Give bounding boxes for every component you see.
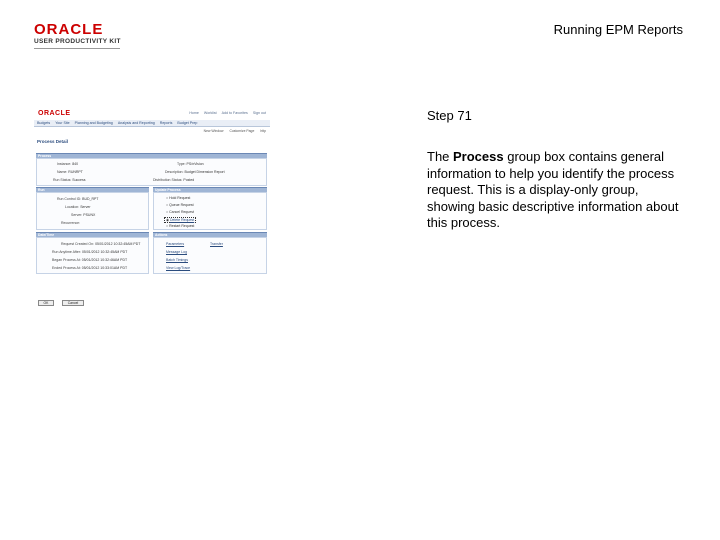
message-log-link[interactable]: Message Log bbox=[166, 250, 188, 254]
nav-item[interactable]: Budget Prep bbox=[177, 121, 198, 125]
process-detail-screenshot bbox=[34, 107, 270, 312]
option-delete-request[interactable]: ◉ Delete Request bbox=[166, 218, 195, 222]
logo-subtitle: USER PRODUCTIVITY KIT bbox=[34, 38, 121, 45]
date-time-header: Date/Time bbox=[36, 232, 149, 237]
process-row: Type: PS/nVision bbox=[177, 162, 204, 166]
update-process-box bbox=[153, 192, 267, 230]
run-row: Run Control ID: BUD_RPT bbox=[57, 197, 99, 201]
cancel-button[interactable]: Cancel bbox=[62, 300, 84, 306]
page-title: Process Detail bbox=[37, 139, 69, 144]
link-home[interactable]: Home bbox=[189, 111, 199, 115]
highlighted-term: Process bbox=[453, 149, 504, 164]
link-add-favorites[interactable]: Add to Favorites bbox=[221, 111, 248, 115]
parameters-link[interactable]: Parameters bbox=[166, 242, 185, 246]
screenshot-toolbar bbox=[204, 129, 266, 133]
logo-divider bbox=[34, 48, 120, 49]
process-row: Distribution Status: Posted bbox=[153, 178, 195, 182]
batch-timings-link[interactable]: Batch Timings bbox=[166, 258, 188, 262]
date-time-row: Began Process At: 05/01/2012 10:32:46AM PDT bbox=[52, 258, 128, 262]
nav-item[interactable]: Analysis and Reporting bbox=[117, 121, 155, 125]
customize-page-link[interactable]: Customize Page bbox=[229, 129, 255, 133]
run-row: Recurrence: bbox=[61, 221, 81, 225]
process-group-box bbox=[36, 158, 267, 186]
nav-item[interactable]: Budgets bbox=[37, 121, 51, 125]
step-number: Step 71 bbox=[427, 108, 472, 123]
update-process-header: Update Process bbox=[153, 187, 267, 192]
actions-header: Actions bbox=[153, 232, 267, 237]
option-restart-request[interactable]: ○ Restart Request bbox=[166, 224, 195, 228]
step-description: The Process group box contains general information to help you identify the process request. This is a display-only group, showing basic descriptive information about this process. bbox=[427, 149, 679, 230]
ok-button[interactable]: OK bbox=[38, 300, 54, 306]
process-group-header: Process bbox=[36, 153, 267, 158]
logo-wordmark: ORACLE bbox=[34, 21, 104, 38]
actions-box bbox=[153, 237, 267, 274]
process-row: Run Status: Success bbox=[53, 178, 86, 182]
new-window-link[interactable]: New Window bbox=[203, 129, 224, 133]
nav-item[interactable]: Reports bbox=[159, 121, 173, 125]
date-time-row: Request Created On: 05/01/2012 10:32:45AM PDT bbox=[61, 242, 141, 246]
option-hold-request[interactable]: ○ Hold Request bbox=[166, 196, 191, 200]
screenshot-top-links bbox=[189, 111, 266, 115]
http-link[interactable]: http bbox=[260, 129, 266, 133]
option-queue-request[interactable]: ○ Queue Request bbox=[166, 203, 194, 207]
date-time-box bbox=[36, 237, 149, 274]
nav-item[interactable]: Your Site bbox=[55, 121, 70, 125]
run-group-header: Run bbox=[36, 187, 149, 192]
screenshot-brand: ORACLE bbox=[38, 110, 71, 117]
run-row: Location: Server bbox=[65, 205, 91, 209]
view-log-trace-link[interactable]: View Log/Trace bbox=[166, 266, 191, 270]
document-title: Running EPM Reports bbox=[553, 22, 683, 37]
screenshot-nav-bar bbox=[34, 120, 270, 127]
date-time-row: Run Anytime After: 05/01/2012 10:32:45AM PDT bbox=[52, 250, 128, 254]
transfer-link[interactable]: Transfer bbox=[210, 242, 223, 246]
link-worklist[interactable]: Worklist bbox=[203, 111, 217, 115]
link-sign-out[interactable]: Sign out bbox=[252, 111, 266, 115]
process-row: Description: Budget Dimension Report bbox=[165, 170, 225, 174]
date-time-row: Ended Process At: 05/01/2012 10:33:01AM PDT bbox=[52, 266, 128, 270]
run-row: Server: PSUNX bbox=[71, 213, 96, 217]
process-row: Name: RUNRPT bbox=[57, 170, 83, 174]
process-row: Instance: 840 bbox=[57, 162, 79, 166]
option-cancel-request[interactable]: ○ Cancel Request bbox=[166, 210, 194, 214]
run-group-box bbox=[36, 192, 149, 230]
nav-item[interactable]: Planning and Budgeting bbox=[74, 121, 113, 125]
oracle-upk-logo bbox=[34, 22, 134, 45]
